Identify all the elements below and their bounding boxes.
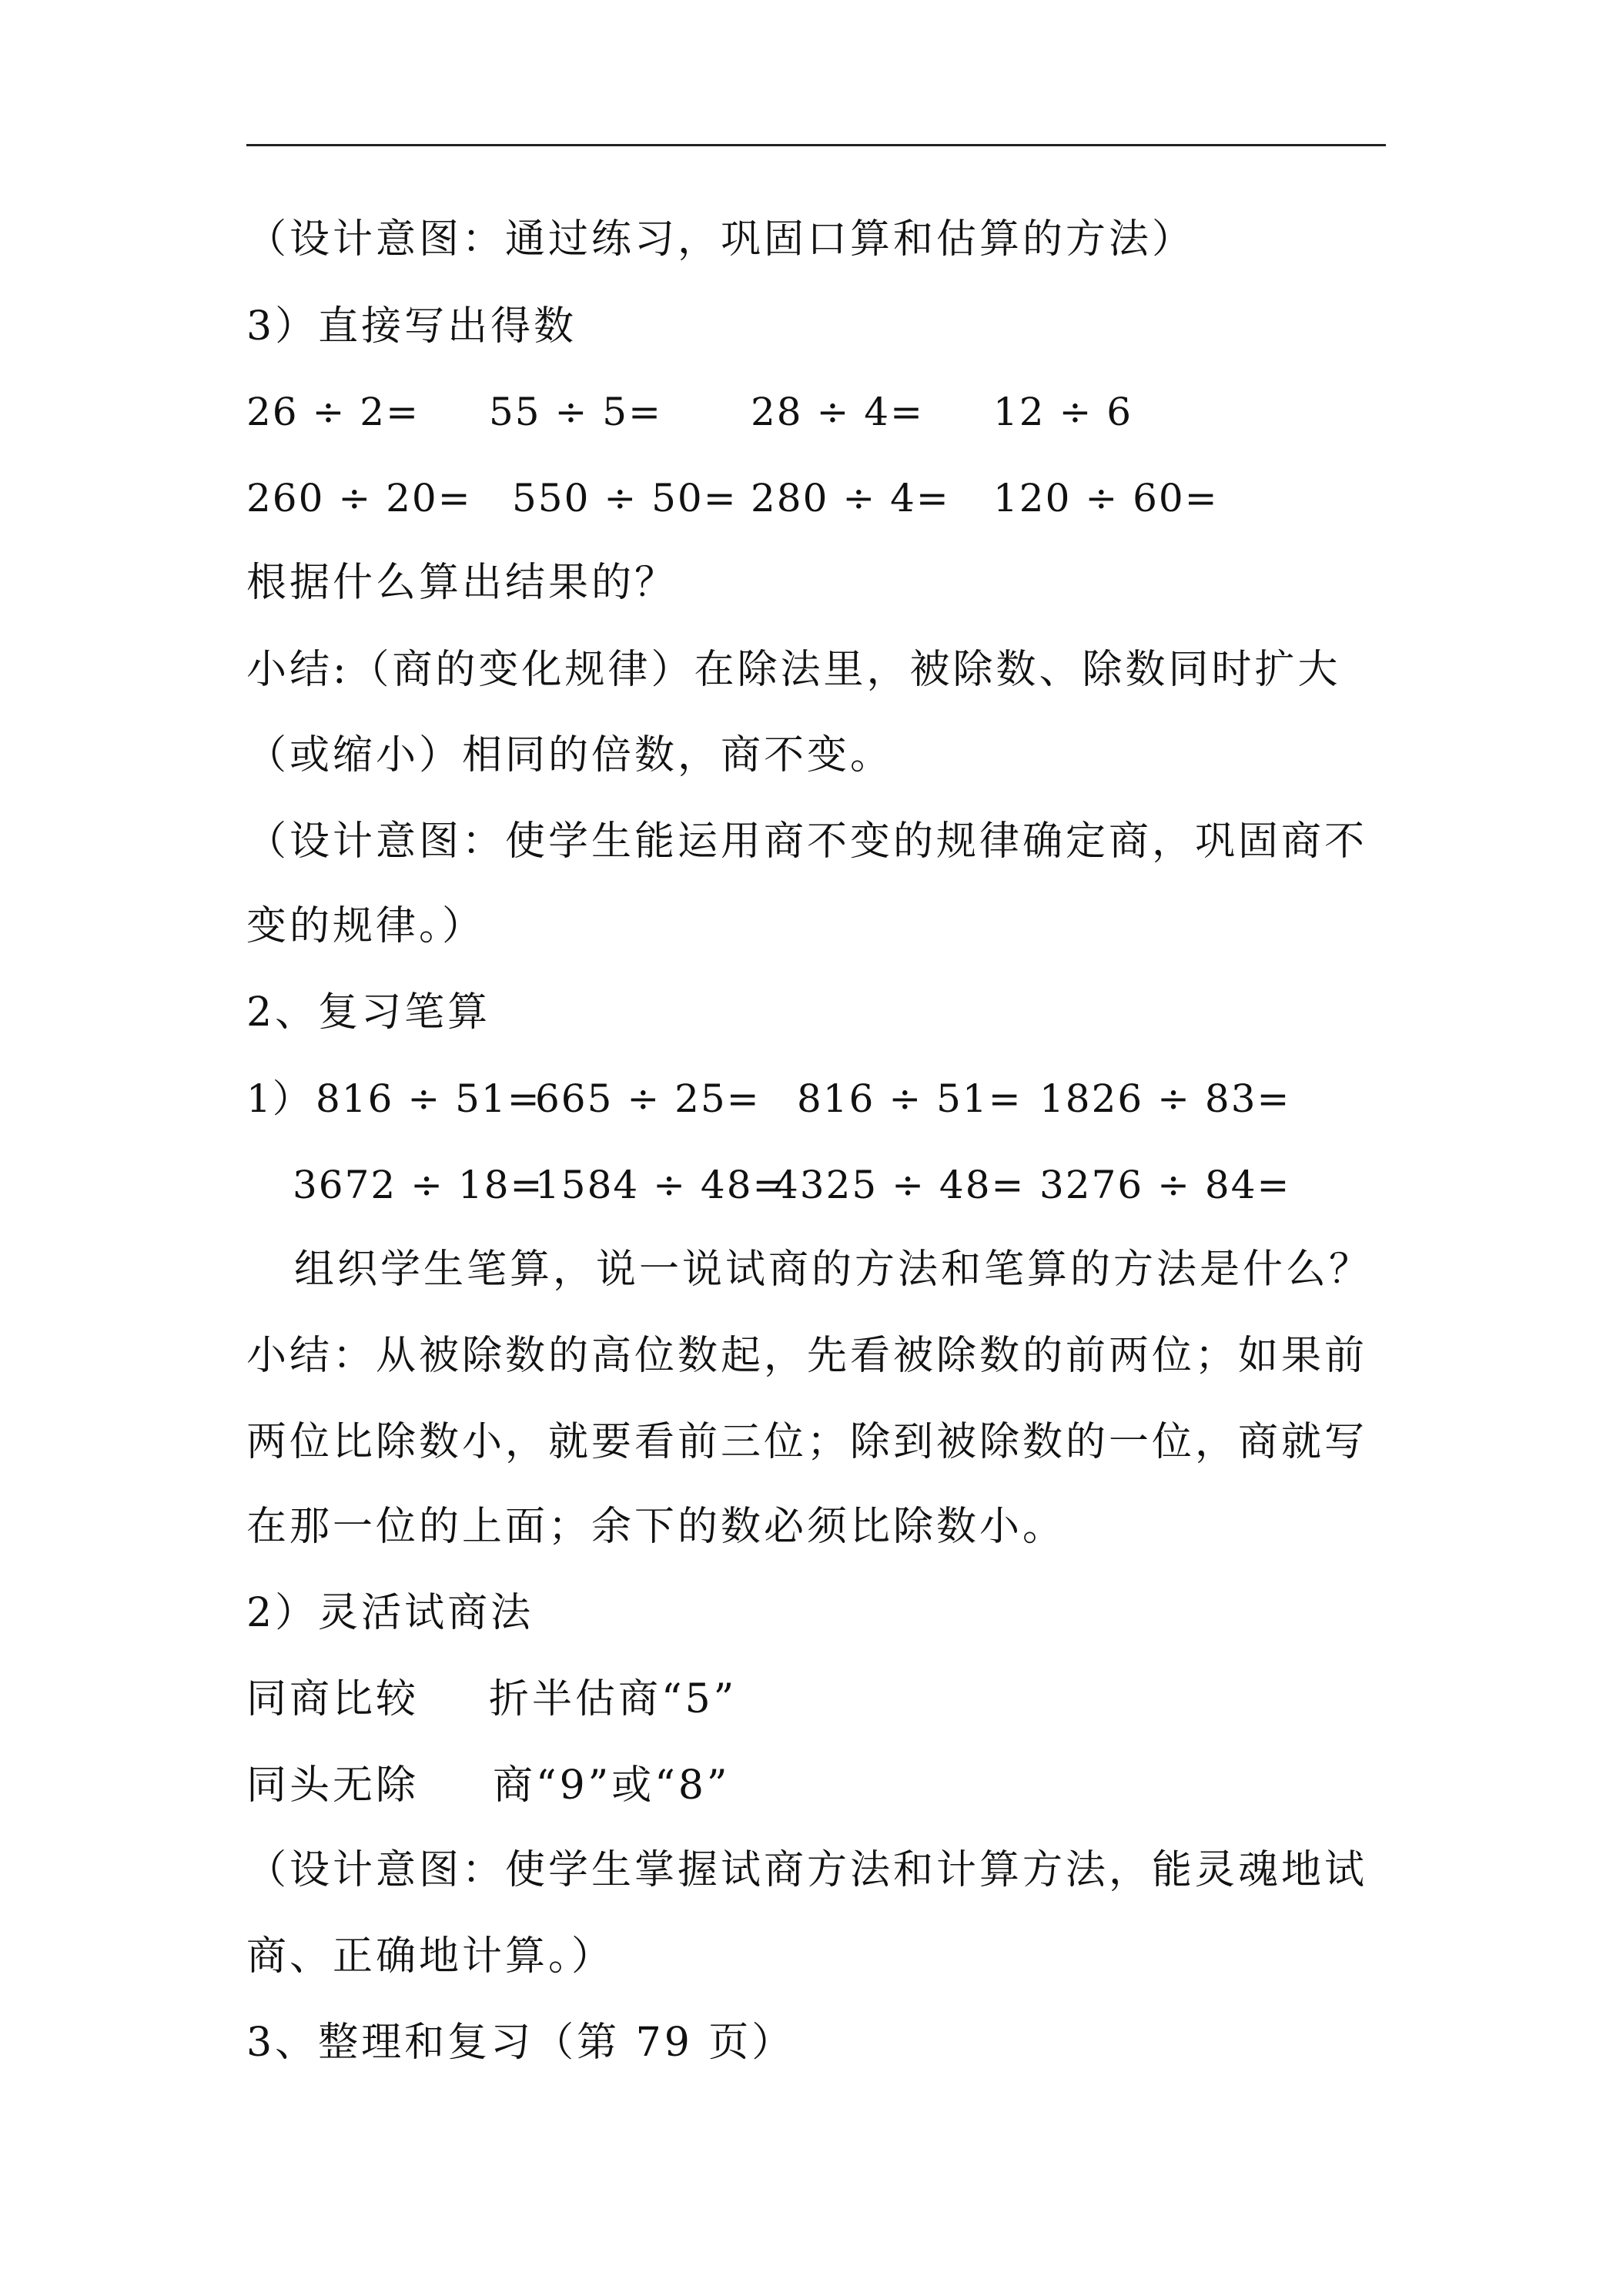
section-3-title: 3、整理和复习（第 79 页）	[246, 2020, 795, 2066]
design-intent-1: （设计意图：通过练习，巩固口算和估算的方法）	[246, 216, 1196, 263]
summary-1-line-1: 小结:（商的变化规律）在除法里，被除数、除数同时扩大	[246, 647, 1341, 693]
written-math-2-1: 3672 ÷ 18=	[293, 1163, 544, 1207]
design-intent-2-line-2: 变的规律。）	[246, 903, 486, 949]
written-math-2-3: 4325 ÷ 48=	[774, 1163, 1026, 1207]
section-2-title: 2、复习笔算	[246, 989, 491, 1036]
summary-2-line-1: 小结：从被除数的高位数起，先看被除数的前两位；如果前	[246, 1333, 1368, 1379]
header-rule	[246, 144, 1386, 146]
written-math-1-1: 816 ÷ 51=	[316, 1076, 541, 1121]
written-math-prefix: 1）	[246, 1076, 313, 1121]
method-2-name: 同头无除	[246, 1762, 420, 1809]
method-1-desc: 折半估商“5”	[489, 1676, 738, 1722]
written-math-1-4: 1826 ÷ 83=	[1039, 1076, 1291, 1121]
design-intent-3-line-2: 商、正确地计算。）	[246, 1933, 615, 1980]
method-1-name: 同商比较	[246, 1676, 420, 1722]
mental-math-1-3: 28 ÷ 4=	[751, 390, 925, 434]
mental-math-1-1: 26 ÷ 2=	[246, 390, 420, 434]
summary-2-line-2: 两位比除数小，就要看前三位；除到被除数的一位，商就写	[246, 1419, 1368, 1465]
mental-math-2-2: 550 ÷ 50=	[512, 476, 738, 520]
written-math-2-4: 3276 ÷ 84=	[1039, 1163, 1291, 1207]
item-2-title: 2）灵活试商法	[246, 1590, 534, 1636]
written-math-1-2: 665 ÷ 25=	[535, 1076, 761, 1121]
organize-text: 组织学生笔算，说一说试商的方法和笔算的方法是什么？	[294, 1247, 1373, 1293]
design-intent-2-line-1: （设计意图：使学生能运用商不变的规律确定商，巩固商不	[246, 818, 1368, 865]
written-math-1-3: 816 ÷ 51=	[797, 1076, 1022, 1121]
design-intent-3-line-1: （设计意图：使学生掌握试商方法和计算方法，能灵魂地试	[246, 1847, 1368, 1893]
mental-math-2-1: 260 ÷ 20=	[246, 476, 472, 520]
item-3-title: 3）直接写出得数	[246, 303, 577, 350]
mental-math-1-4: 12 ÷ 6	[993, 390, 1133, 434]
question-basis: 根据什么算出结果的？	[246, 560, 678, 606]
mental-math-2-4: 120 ÷ 60=	[993, 476, 1219, 520]
method-2-desc: 商“9”或“8”	[493, 1762, 731, 1809]
written-math-2-2: 1584 ÷ 48=	[535, 1163, 787, 1207]
mental-math-1-2: 55 ÷ 5=	[489, 390, 663, 434]
summary-1-line-2: （或缩小）相同的倍数，商不变。	[246, 732, 894, 778]
summary-2-line-3: 在那一位的上面；余下的数必须比除数小。	[246, 1504, 1066, 1550]
mental-math-2-3: 280 ÷ 4=	[751, 476, 950, 520]
